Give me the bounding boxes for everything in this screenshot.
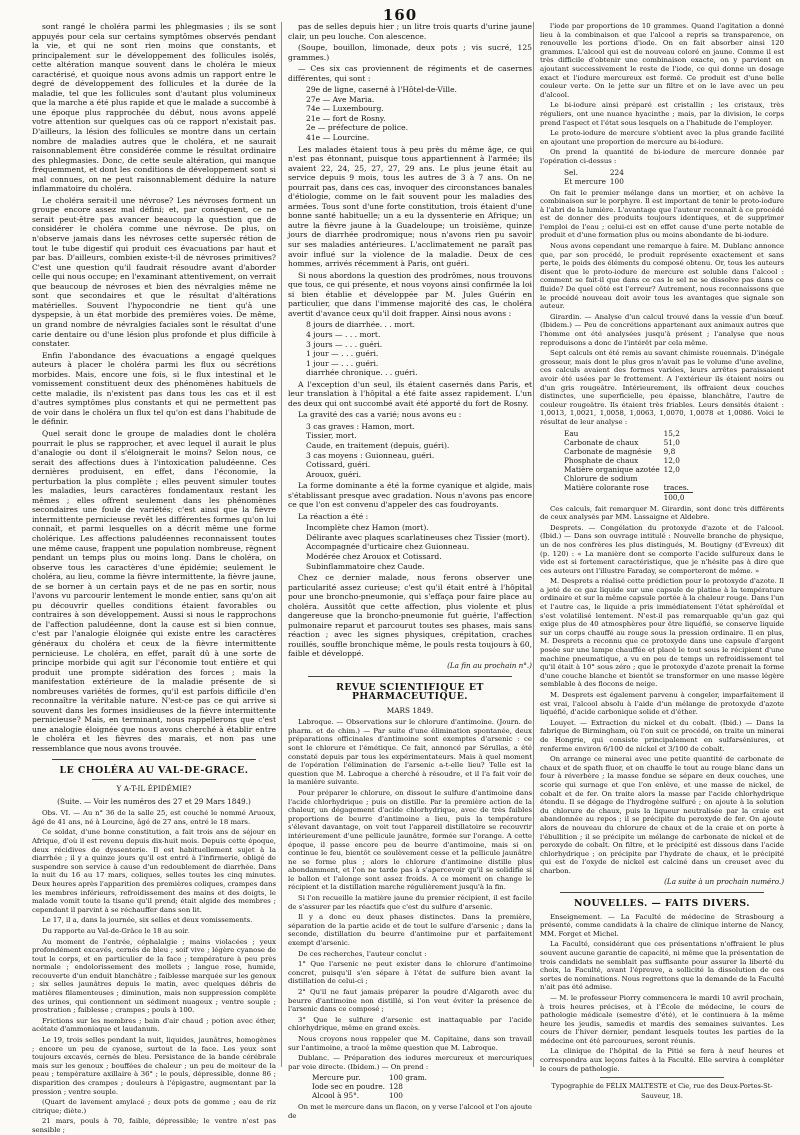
review-paragraph: 1° Que l'arsenic ne peut exister dans le chlorure d'antimoine concret, puisqu'il s'en sépare à l'état de sulfure bien avant la distillation de celui-ci ;: [288, 960, 532, 986]
section-title: NOUVELLES. — FAITS DIVERS.: [573, 898, 751, 910]
news-paragraph: La Faculté, considérant que ces présentations n'offraient le plus souvent aucune garantie de capacité, ni même que la présentation de trois candidats ne semblait pas suffisante pour assurer la liberté du choix, la Faculté, avant l'épreuve, a sollicité la dissolution de ces sortes de nominations. Nous regrettons que la demande de la Faculté n'ait pas été admise.: [540, 940, 784, 992]
paragraph: Girardin. — Analyse d'un calcul trouvé dans la vessie d'un bœuf. (Ibidem.) — Peu de concrétions appartenant aux animaux autres que l'homme ont été analysées jusqu'à présent ; l'analyse que nous reproduisons a donc de l'intérêt par cela même.: [540, 312, 784, 347]
table-row: Eau 15,2: [564, 428, 680, 438]
section-divider: [308, 676, 512, 677]
list-item: diarrhée chronique. . . guéri.: [306, 368, 418, 378]
section-subtitle: Y A-T-IL ÉPIDÉMIE?: [116, 784, 192, 794]
paragraph: Le choléra serait-il une névrose? Les névroses forment un groupe encore assez mal défini; et, par conséquent, ce ne serait peut-être pas avancer beaucoup la question que de considérer le choléra comme une névrose. De plus, on n'observe jamais dans les névroses cette superséc rétion de tout le tube digestif qui produit ces évacuations par haut et par bas. D'ailleurs, combien existe-t-il de névroses primitives? C'est une question qu'il faudrait résoudre avant d'aborder celle qui nous occupe; en l'examinant attentivement, on verrait que beaucoup de névroses et bien des névralgies même ne sont que secondaires et que le résultat d'altérations matérielles. Souvent l'hypocondrie ne tient qu'à une dyspepsie, à un état morbide des premières voies. De même, un grand nombre de névralgies faciales sont le résultat d'une carie dentaire ou d'une lésion plus profonde et plus difficile à constater.: [32, 195, 276, 349]
paragraph: Enfin l'abondance des évacuations a engagé quelques auteurs à placer le choléra parmi les flux ou sécrétions morbides. Mais, encore une fois, si le flux intestinal et le vomissement constituent deux des phénomènes habituels de cette maladie, ils n'existent pas dans tous les cas et il est d'autres symptômes plus constants et qui ne permettent pas de voir dans le choléra un flux tel qu'on est dans l'habitude de le définir.: [32, 350, 276, 427]
table-row: Et mercure 100: [564, 176, 624, 186]
table-row: Chlorure de sodium: [564, 473, 638, 483]
paragraph: Nous avons cependant une remarque à faire. M. Dublanc annonce que, par son procédé, le produit représente exactement et sans perte, le poids des éléments du composé obtenu. Or, tous les auteurs disent que le proto-iodure de mercure est soluble dans l'alcool : comment se fait-il que dans ce cas le sel ne se dissolve pas dans ce fluide? De quel côté est l'erreur? Autrement, nous reconnaissons que le procédé nouveau doit avoir tous les avantages que signale son auteur.: [540, 242, 784, 311]
section-title: LE CHOLÉRA AU VAL-DE-GRACE.: [59, 764, 249, 776]
case-paragraph: Au moment de l'entrée, céphalalgie ; mains violacées ; yeux profondément excavés, cernés de bleu ; soif vive ; légère cyanose de tout le corps, et en particulier de la face ; température à peu près normale ; endolorissement des mollets ; langue rose, humide, recouverte d'un enduit blanchâtre ; faiblesse marquée sur les genoux ; six selles jaunâtres depuis le matin, avec quelques débris de matières filamenteuses ; diminution, mais non suppression complète des urines, qui contiennent un sédiment nuageux ; ventre souple ; prostration ; faiblesse ; crampes ; pouls à 100.: [32, 937, 276, 1015]
paragraph: Le proto-iodure de mercure s'obtient avec la plus grande facilité en ajoutant une proportion de mercure au bi-iodure.: [540, 129, 784, 146]
section-title: REVUE SCIENTIFIQUE ET PHARMACEUTIQUE.: [336, 681, 484, 703]
case-paragraph: Obs. VI. — Au n° 36 de la salle 25, est couché le nommé Aruoux, âgé de 41 ans, né à Lourcine, âgé de 27 ans, entré le 18 mars.: [32, 809, 276, 826]
list-item: 27e — Ave Maria.: [306, 94, 375, 104]
case-paragraph: Du rapporte au Val-de-Grâce le 18 au soir.: [42, 926, 190, 935]
page-number: 160: [382, 6, 418, 24]
case-paragraph: Le 19, trois selles pendant la nuit, liquides, jaunâtres, homogènes ; encore un peu de cyanose, surtout de la face. Les yeux sont toujours excavés, cernés de bleu. Persistance de la bande cérébrale mais sur les genoux ; bouffées de chaleur ; un peu de moiteur de la peau ; température axillaire à 36° ; le pouls, dépressible, donne 86 ; disparition des crampes ; douleurs à l'épigastre, augmentant par la pression ; ventre souple.: [32, 1036, 276, 1096]
paragraph: A l'exception d'un seul, ils étaient casernés dans Paris, et leur translation à l'hôpital a été faite assez rapidement. L'un des deux qui ont succombé avait été apporté du fort de Rosny.: [288, 379, 532, 408]
table-row: Carbonate de magnésie 9,8: [564, 446, 676, 456]
table-row: Mercure pur. 100 gram.: [312, 1073, 427, 1083]
paragraph: La réaction a été :: [298, 511, 369, 521]
reaction-list: [288, 523, 532, 571]
recipe-table: [312, 1073, 431, 1100]
list-item: 1 jour — . . . guéri.: [306, 349, 379, 359]
column-rule: [281, 22, 282, 1067]
list-item: Caude, en traitement (depuis, guéri).: [306, 440, 450, 450]
column-right: [540, 22, 784, 1100]
paragraph: Chez ce dernier malade, nous ferons observer une particularité assez curieuse; c'est qu'il était entré à l'hôpital pour une broncho-pneumonie, qui s'effaça pour faire place au choléra. Aussitôt que cette affection, plus violente et plus dangereuse que la broncho-pneumonie fut guérie, l'affection pulmonaire reparut et parcourut toutes ses phases, mais sans réaction ; avec les signes physiques, crépitation, craches rouillés, souffle bronchique même, le pouls resta toujours à 60, faible et développé.: [288, 573, 532, 659]
divider: [600, 1077, 724, 1078]
case-paragraph: Ce soldat, d'une bonne constitution, a fait trois ans de séjour en Afrique, d'où il est revenu depuis dix-huit mois. Depuis cette époque, deux récidives de dyssenterie. Il est habituellement sujet à la diarrhée ; il y a quinze jours qu'il est entré à l'infirmerie, obligé de suspendre son service à cause d'un redoublement de diarrhée. Dans la nuit du 16 au 17 mars, coliques, selles toutes les cinq minutes. Deux heures après l'apparition des premières coliques, crampes dans les membres inférieurs, refroidissement des mains et des doigts, le malade vomit toute la tisane qu'il prend; était algide des membres ; cependant il parvint à se réchauffer dans son lit.: [32, 828, 276, 914]
case-paragraph: Frictions sur les membres ; bain d'air chaud ; potion avec éther, acétate d'ammoniaque et laudanum.: [32, 1016, 276, 1034]
paragraph: M. Desprets a réalisé cette prédiction pour le protoxyde d'azote. Il a jeté de ce gaz liquide sur une capsule de platine à la température ordinaire et sur la même capsule portée à la chaleur rouge. Dans l'un et l'autre cas, le liquide a pris immédiatement l'état sphéroïdal et s'est volatilisé lentement. N'est-il pas remarquable qu'un gaz qui exige plus de 40 atmosphères pour être liquéfié, se conserve liquide sur un corps chauffé au rouge sous la pression ordinaire. Il en plus, M. Desprets a reconnu que ce protoxyde dans une capsule d'argent posée sur une lampe chauffée et placé le tout sous le récipient d'une machine pneumatique, a vu en peu de temps un refroidissement tel qu'il était à 10° sous zéro ; que le protoxyde d'azote prenait la forme d'une couche blanche et bientôt se transformer en une masse légère semblable à des flocons de neige.: [540, 577, 784, 689]
list-item: 2e — préfecture de police.: [306, 123, 408, 133]
case-paragraph: 21 mars, pouls à 70, faible, dépressible; le ventre n'est pas sensible ;: [32, 1117, 276, 1134]
list-item: Subinflammatoire chez Caude.: [306, 561, 425, 571]
case-paragraph: Le 17, il a, dans la journée, six selles et deux vomissements.: [42, 916, 253, 925]
list-item: Modérée chez Arouox et Cotissard.: [306, 551, 442, 561]
gravity-list: [288, 422, 532, 479]
review-paragraph: Nous croyons nous rappeler que M. Capitaine, dans son travail sur l'antimoine, a tracé la même question que M. Labroque.: [288, 1034, 532, 1052]
paragraph: Desprets. — Congélation du protoxyde d'azote et de l'alcool. (Ibid.) — Dans son ouvrage intitulé : Nouvelle branche de physique, un de nos confrères les plus distingués, M. Boutigny (d'Evreux) dit (p. 120) : « La manière dont se comporte l'acide sulfureux dans le vide est si fortement caractéristique, que je n'hésite pas à dire que ces auteurs ont l'illustre Faraday, se comporteront de même. »: [540, 523, 784, 575]
printer-footer: Typographie de FÉLIX MALTESTE et Cie, rue des Deux-Portes-St-Sauveur, 18.: [551, 1082, 773, 1100]
paragraph: On fait le premier mélange dans un mortier, et on achève la combinaison sur le porphyre. Il est important de tenir le proto-iodure à l'abri de la lumière. L'avantage que l'auteur reconnaît à ce procédé est de donner des produits toujours identiques, et de supprimer l'emploi de l'eau ; celui-ci est en effet cause d'une perte notable de produit et d'une formation plus ou moins abondante de bi-iodure.: [540, 188, 784, 240]
review-paragraph: 2° Qu'il ne faut jamais préparer la poudre d'Algaroth avec du beurre d'antimoine non distillé, si l'on veut éviter la présence de l'arsenic dans ce composé ;: [288, 988, 532, 1014]
section-divider: [52, 759, 256, 760]
paragraph: On arrange ce minerai avec une petite quantité de carbonate de chaux et de spath fluor, et on chauffe le tout au rouge blanc dans un four à réverbère ; la masse fondue se sépare en deux couches, une scorie qui surnage et que l'on enlève, et une masse de nickel, de cobalt et de fer. On traite alors la masse par l'acide chlorhydrique étendu. Il se dégage de l'hydrogène sulfuré ; on ajoute à la solution du chlorure de chaux, puis la liqueur neutralisée par la craie est abandonnée au repos ; il se précipite du peroxyde de fer. On ajoute alors de nouveau du chlorure de chaux et de la craie et on porte à l'ébullition ; il se précipite un mélange de carbonate de nickel et de peroxyde de cobalt. On filtre, et le précipité est dissous dans l'acide chlorhydrique ; on précipite par l'hydrate de chaux, et le précipité qui est de l'oxyde de nickel est calciné dans un creuset avec du charbon.: [540, 755, 784, 875]
review-paragraph: De ces recherches, l'auteur conclut :: [298, 949, 427, 958]
list-item: Arouox, guéri.: [306, 469, 361, 479]
news-paragraph: La clinique de l'hôpital de la Pitié se fera à neuf heures et correspondra aux leçons faites à la Faculté. Elle servira à compléter le cours de pathologie.: [540, 1047, 784, 1073]
list-item: 21e — fort de Rosny.: [306, 113, 386, 123]
list-item: 41e — Lourcine.: [306, 133, 370, 143]
list-item: Accompagnée d'urticaire chez Guionneau.: [306, 542, 470, 552]
list-item: Délirante avec plaques scarlatineuses chez Tissier (mort).: [306, 532, 530, 542]
recipe-table: [564, 168, 628, 186]
paragraph: Les malades étaient tous à peu près du même âge, ce qui n'est pas étonnant, puisque tous appartiennent à l'armée; ils avaient 22, 24, 25, 27, 27, 29 ans. Le plus jeune était au service depuis 9 mois, tous les autres de 3 à 7 ans. On ne pourrait pas, dans ces cas, invoquer des circonstances banales d'étiologie, comme on le fait souvent pour les maladies des armées. Tous sont d'une forte constitution, trois étaient d'une bonne santé habituelle; un a eu la dyssenterie en Afrique; un autre la fièvre jaune à la Guadeloupe; un troisième, quinze jours de diarrhée prodromique; nous n'avons rien pu savoir sur ses maladies antérieures. L'acclimatement ne paraît pas avoir influé sur la violence de la maladie. Deux de ces hommes, arrivés récemment à Paris, ont guéri.: [288, 144, 532, 269]
list-item: Incomplète chez Hamon (mort).: [306, 523, 429, 533]
paragraph: On prend la quantité de bi-iodure de mercure donnée par l'opération ci-dessus :: [540, 148, 784, 165]
table-row: Sel. 224: [564, 167, 624, 177]
news-paragraph: — M. le professeur Piorry commencera le mardi 10 avril prochain, à trois heures précises, et à l'École de médecine, le cours de pathologie médicale (semestre d'été), et le continuera à la même heure les jeudis, samedis et mardis des semaines suivantes. Les cours de l'hiver dernier, pendant lesquels toutes les parties de la médecine ont été parcourues, seront réunis.: [540, 993, 784, 1045]
case-paragraph: (Quart de lavement amylacé ; deux pots de gomme ; eau de riz citrique; diète.): [32, 1098, 276, 1115]
list-item: 3 jours — . . . guéri.: [306, 339, 383, 349]
list-item: 3 cas graves : Hamon, mort.: [306, 421, 415, 431]
paragraph: — Ces six cas proviennent de régiments et de casernes différentes, qui sont :: [288, 64, 532, 83]
table-row: Matière colorante rose traces.: [564, 482, 689, 492]
column-middle: [288, 22, 532, 1120]
table-row: Carbonate de chaux 51,0: [564, 437, 680, 447]
column-left: [32, 22, 276, 1134]
paragraph: (Soupe, bouillon, limonade, deux pots ; vis sucré, 125 grammes.): [288, 43, 532, 62]
paragraph: Si nous abordons la question des prodrômes, nous trouvons que tous, ce qui présente, et nous voyons ainsi confirmée la loi si bien établie et développée par M. Jules Guérin en particulier, que dans l'immense majorité des cas, le choléra avertit d'avance ceux qu'il doit frapper. Ainsi nous avons :: [288, 270, 532, 318]
continuation-note: (La fin au prochain n°.): [447, 661, 532, 670]
paragraph: Louyet. — Extraction du nickel et du cobalt. (Ibid.) — Dans la fabrique de Birmingham, où l'on suit ce procédé, on traite un minerai de Hongrie, qui consiste principalement en sulfarséniures, et renferme environ 6/100 de nickel et 3/100 de cobalt.: [540, 718, 784, 753]
paragraph: pas de selles depuis hier ; un litre trois quarts d'urine jaune clair, un peu louche. Con alescence.: [288, 22, 532, 41]
list-item: Tissier, mort.: [306, 431, 357, 441]
divider: [92, 779, 216, 780]
paragraph: Le bi-iodure ainsi préparé est cristallin ; les cristaux, très réguliers, ont une nuance hyacinthe ; mais, par la division, le corps prend l'aspect et l'état sous lesquels on a l'habitude de l'employer.: [540, 101, 784, 127]
section-date: MARS 1849.: [386, 705, 434, 715]
paragraph: Quel serait donc le groupe de maladies dont le choléra pourrait le plus se rapprocher, et avec lequel il aurait le plus d'analogie ou dont il s'éloignerait le moins? Selon nous, ce serait des affections dues à l'intoxication paludéenne. Ces dernières produisent, en effet, dans l'économie, la perturbation la plus complète ; elles peuvent simuler toutes les maladies, leurs caractères fondamentaux restant les mêmes ; elles offrent seulement dans les phénomènes secondaires une foule de variétés; c'est ainsi que la fièvre intermittente pernicieuse revêt les différentes formes qu'on lui connaît, et parmi lesquelles on a décrit même une forme cholérique. Les affections paludéennes reconnaissent toutes une même cause, frappent une population nombreuse, règnent pendant un temps plus ou moins long. Dans le choléra, on observe tous les caractères d'une épidémie; seulement le choléra, au lieu, comme la fièvre intermittente, la fièvre jaune, de se borner à un certain pays et de ne pas en sortir, nous l'avons vu parcourir lentement le monde entier, sans qu'on ait pu découvrir quelles conditions étaient favorables ou contraires à son développement. Aussi si nous le rapprochons de l'affection paludéenne, dont la cause est si bien connue, c'est par l'analogie éloignée qui existe entre les caractères généraux du choléra et ceux de la fièvre intermittente pernicieuse. Le choléra, en effet, paraît dû à une sorte de principe morbide qui agit sur l'économie tout entière et qui produit une prompte sidération des forces ; mais la manifestation extérieure de la maladie présente de si nombreuses variétés de formes, qu'il est parfois difficile d'en reconnaître la véritable nature. N'est-ce pas ce qui arrive si souvent dans les formes insidieuses de la fièvre intermittente pernicieuse? Mais, en terminant, nous rappellerons que c'est une analogie éloignée que nous avons cherché à établir entre le choléra et les fièvres des marais, et non pas une ressemblance que nous avons trouvée.: [32, 428, 276, 754]
review-paragraph: 3° Que le sulfure d'arsenic est inattaquable par l'acide chlorhydrique, même en grand excès.: [288, 1015, 532, 1033]
paragraph: M. Desprets est également parvenu à congeler, imparfaitement il est vrai, l'alcool absolu à l'aide d'un mélange de protoxyde d'azote liquéfié, d'acide carbonique solide et d'éther.: [540, 691, 784, 717]
review-paragraph: Il y a donc eu deux phases distinctes. Dans la première, séparation de la partie acide et de tout le sulfure d'arsenic ; dans la seconde, distillation du beurre d'antimoine pur et parfaitement exempt d'arsenic.: [288, 913, 532, 948]
review-paragraph: Dublanc. — Préparation des iodures mercureux et mercuriques par voie directe. (Ibidem.) — On prend :: [288, 1054, 532, 1071]
review-paragraph: Labroque. — Observations sur le chlorure d'antimoine. (Journ. de pharm. et de chim.) — Par suite d'une élimination spontanée, deux préparations officinales d'antimoine sont exemptes d'arsenic : ce sont le chlorure et l'émétique. Ce fait, annoncé par Sérullas, a été constaté depuis par tous les expérimentateurs. Mais à quel moment de l'opération l'élimination de l'arsenic a-t-elle lieu? Telle est la question que M. Labroque a cherché à résoudre, et il l'a fait voir de la manière suivante.: [288, 718, 532, 787]
list-item: 3 cas moyens : Guionneau, guéri.: [306, 450, 435, 460]
news-paragraph: Enseignement. — La Faculté de médecine de Strasbourg a présenté, comme candidats à la chaire de clinique interne de Nancy, MM. Forget et Michel.: [540, 912, 784, 938]
paragraph: l'iode par proportions de 10 grammes. Quand l'agitation a donné lieu à la combinaison et que l'alcool a repris sa transparence, on renouvelle les portions d'iode. On en fait absorber ainsi 120 grammes. L'alcool qui est de nouveau coloré en jaune. Comme il est très difficile d'obtenir une combinaison exacte, on y parvient en ajoutant successivement le reste de l'iode, ce qui donne un dosage exact et l'iodure mercureux est formé. Ce produit est d'une belle couleur verte. On le jette sur un filtre et on le lave avec un peu d'alcool.: [540, 22, 784, 99]
list-item: 1 jour — . . . guéri.: [306, 358, 379, 368]
list-item: 29e de ligne, caserné à l'Hôtel-de-Ville.: [306, 85, 457, 95]
paragraph: La gravité des cas a varié; nous avons eu :: [298, 410, 462, 420]
list-item: 4 jours — . . . mort.: [306, 329, 381, 339]
review-paragraph: On met le mercure dans un flacon, on y verse l'alcool et l'on ajoute de: [288, 1103, 532, 1120]
review-paragraph: Pour préparer le chlorure, on dissout le sulfure d'antimoine dans l'acide chlorhydrique ; puis on distille. Par la première action de la chaleur, un dégagement d'acide chlorhydrique, avec de très faibles proportions de beurre d'antimoine a lieu, puis la température s'élevant davantage, on voit tout l'appareil distillatoire se recouvrir intérieurement d'une pellicule jaunâtre, formée sur l'orange. A cette époque, il passe encore peu de beurre d'antimoine, mais si on continue le feu, bientôt ce soulèvement cesse et la pellicule jaunâtre ne se forme plus ; alors le chlorure d'antimoine distille plus abondamment, et l'on ne tarde pas à s'apercevoir qu'il se solidifie si le ballon et l'alonge sont assez froids. A ce moment on change le récipient et la distillation marche régulièrement jusqu'à la fin.: [288, 788, 532, 892]
paragraph: Sept calculs ont été remis au savant chimiste rouennais. D'inégale grosseur, mais dont le plus gros n'avait pas le volume d'une aveline, ces calculs avaient des formes variées, leurs arrêtes paraissaient avoir été usées par le frottement. A l'extérieur ils étaient noirs ou d'un gris rougeâtre. Intérieurement, ils offraient deux couches distinctes, une superficielle, peu épaisse, blanchâtre, l'autre de couleur rougeâtre. Ils étaient très friables. Leurs densités étaient : 1,0013, 1,0021, 1,0058, 1,0063, 1,0070, 1,0078 et 1,0086. Voici le résultat de leur analyse :: [540, 349, 784, 426]
table-total-row: 100,0: [564, 492, 693, 502]
section-note: (Suite. — Voir les numéros des 27 et 29 Mars 1849.): [57, 796, 251, 806]
regiment-list: [288, 85, 532, 142]
review-paragraph: Si l'on recueille la matière jaune du premier récipient, il est facile de s'assurer par les réactifs que c'est du sulfure d'arsenic.: [288, 894, 532, 911]
table-row: Iode sec en poudre. 128: [312, 1082, 403, 1092]
list-item: 74e — Luxembourg.: [306, 104, 384, 114]
paragraph: Ces calculs, fait remarquer M. Girardin, sont donc très différents de ceux analysés par MM. Lassaigne et Aldebre.: [540, 504, 784, 522]
table-row: Matière organique azotée 12,0: [564, 464, 680, 474]
table-row: Alcool à 95°. 100: [312, 1091, 403, 1101]
paragraph: sont rangé le choléra parmi les phlegmasies ; ils se sont appuyés pour cela sur certains symptômes observés pendant la vie, et qui ne sont rien moins que constants, et principalement sur le développement des follicules isolés, cette altération manque souvent dans le choléra le mieux caractérisé, et quoique nous avons admis un rapport entre le degré de développement des follicules et la durée de la maladie, tel que les follicules sont d'autant plus volumineux que la marche a été plus rapide et que le malade a succombé à une époque plus rapprochée du début, nous avons appelé votre attention sur quelques cas où ce rapport n'existait pas. D'ailleurs, la lésion des follicules se montre dans un certain nombre de maladies autres que le choléra, et ne saurait raisonnablement être considérée comme le résultat ordinaire des phlegmasies. Donc, de cette seule altération, qui manque fréquemment, et dont les conditions de développement sont si mal connues, on ne peut raisonnablement déduire la nature inflammatoire du choléra.: [32, 22, 276, 194]
list-item: 8 jours de diarrhée. . . mort.: [306, 320, 416, 330]
continuation-note: (La suite à un prochain numéro.): [664, 877, 784, 887]
table-row: Phosphate de chaux 12,0: [564, 455, 680, 465]
list-item: Cotissard, guéri.: [306, 460, 371, 470]
paragraph: La forme dominante a été la forme cyanique et algide, mais s'établissant presque avec gradation. Nous n'avons pas encore ce que l'on est convenu d'appeler des cas foudroyants.: [288, 481, 532, 510]
prodrome-list: [288, 320, 532, 377]
column-rule: [533, 22, 534, 1067]
analysis-table: [564, 429, 693, 502]
section-divider: [560, 892, 764, 893]
